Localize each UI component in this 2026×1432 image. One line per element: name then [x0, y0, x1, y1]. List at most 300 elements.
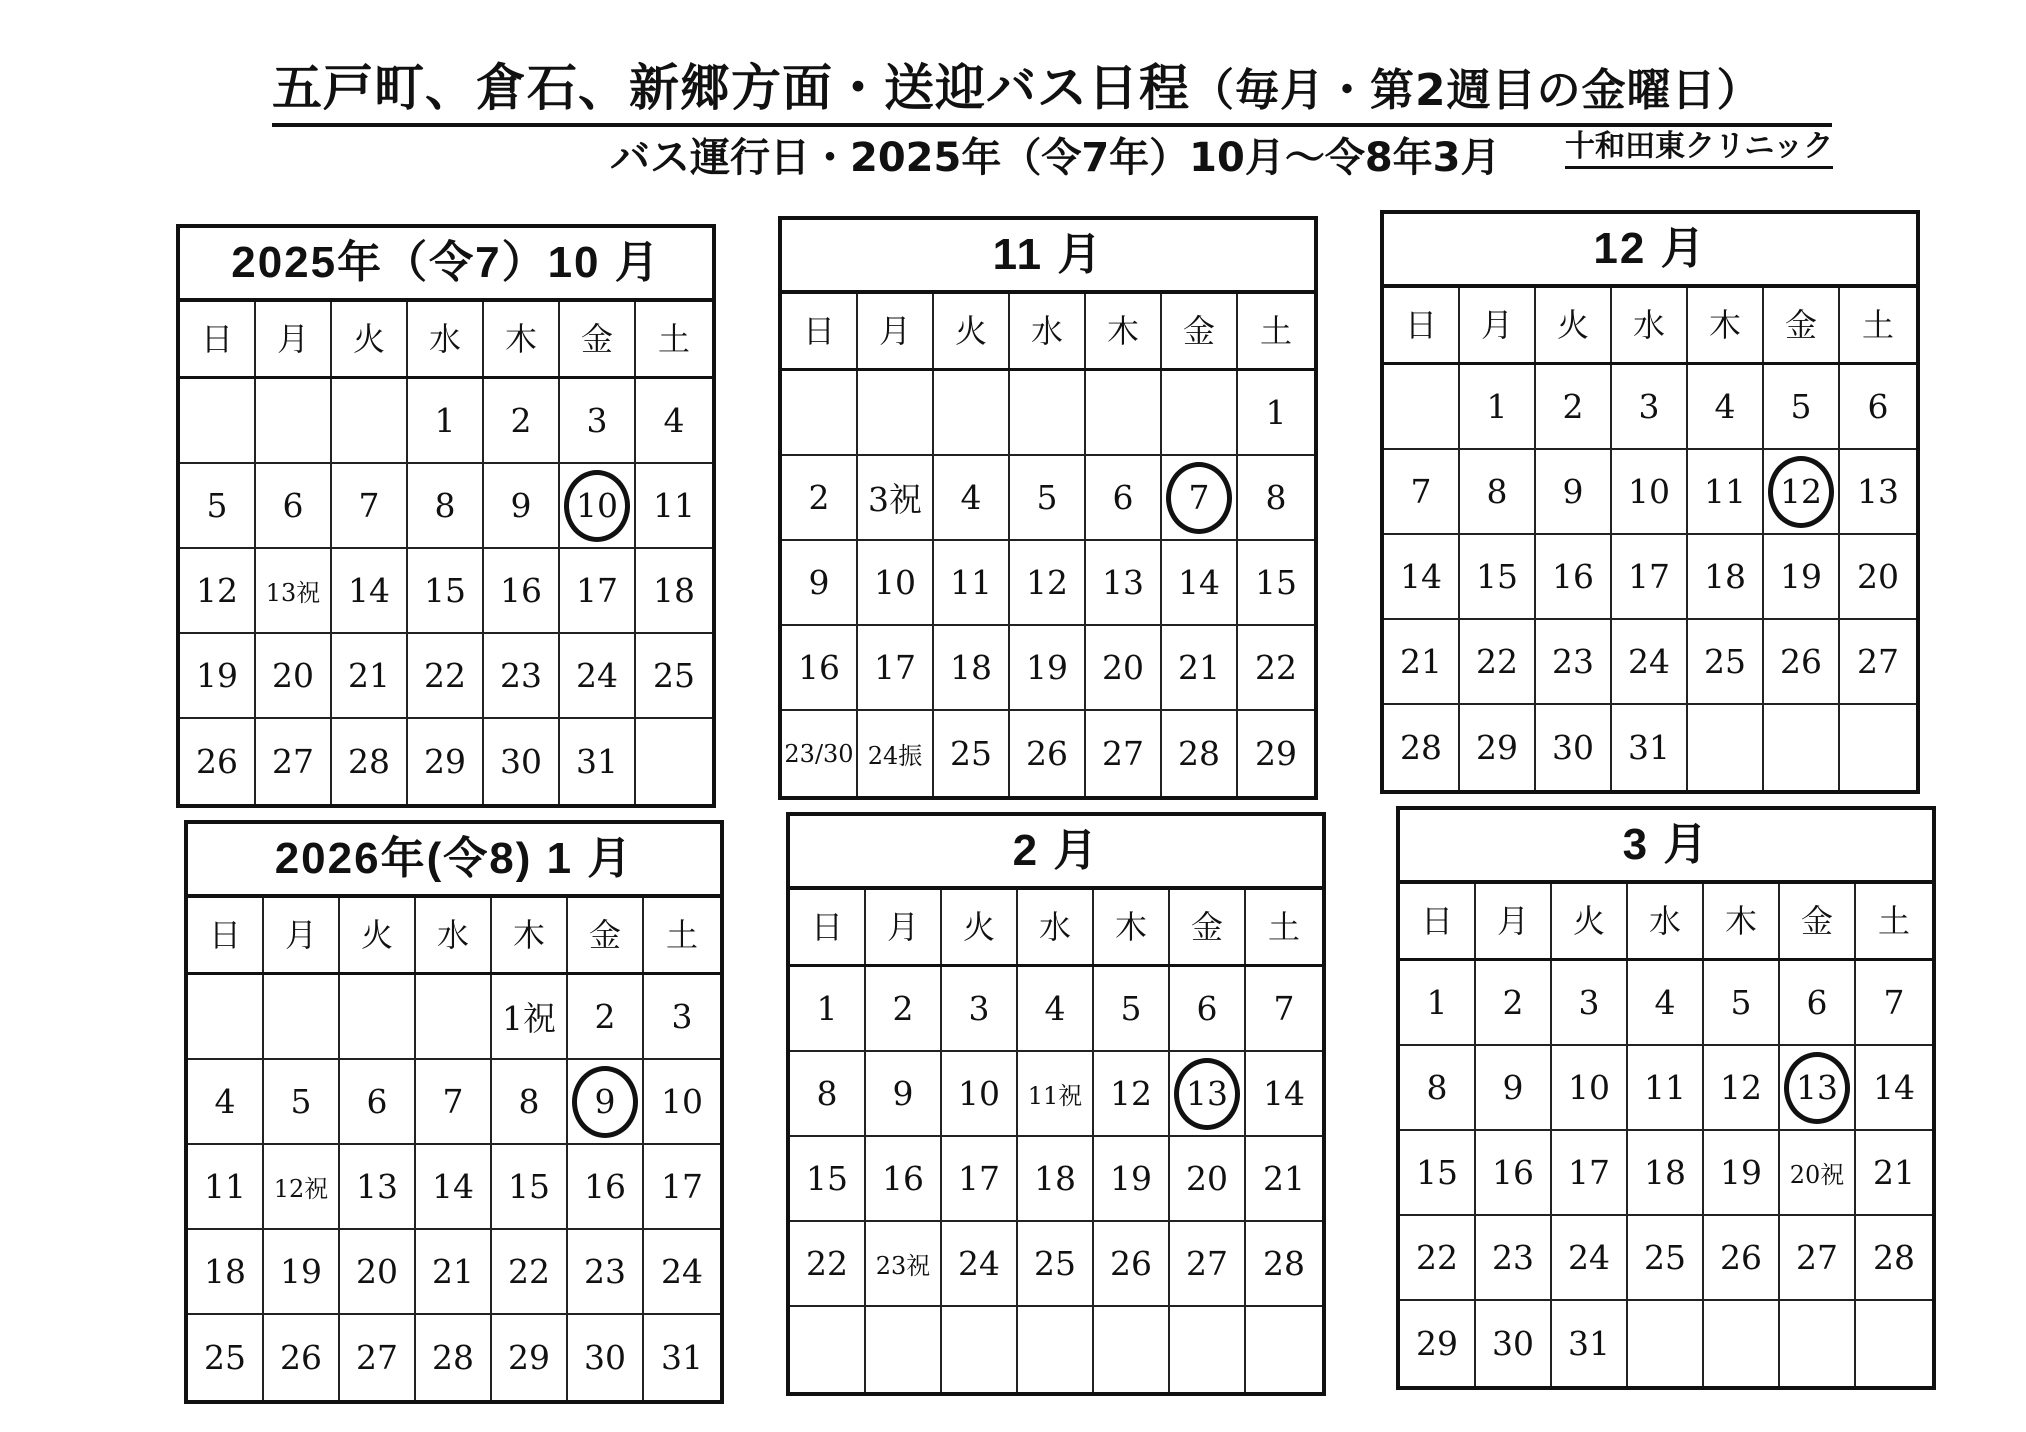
date-cell: [1086, 456, 1162, 541]
date-cell: [790, 967, 866, 1052]
date-number: 21: [1873, 1153, 1915, 1192]
bus-day-circle-icon: [564, 470, 630, 542]
date-number: 14: [432, 1167, 474, 1206]
date-number: 9: [510, 486, 532, 525]
date-cell: [942, 1222, 1018, 1307]
date-number: 31: [1628, 728, 1670, 767]
weekday-header-row: [180, 302, 712, 379]
date-number: 9: [892, 1074, 914, 1113]
date-cell: [866, 1307, 942, 1392]
month-title: 2026年(令8) 1 月: [188, 824, 720, 898]
date-number: 21: [348, 656, 390, 695]
date-cell: [1704, 1216, 1780, 1301]
date-number: 30: [500, 742, 542, 781]
date-number: 26: [196, 742, 238, 781]
date-number: 20祝: [1789, 1161, 1845, 1189]
date-cell: [1780, 961, 1856, 1046]
date-number: 3: [1638, 387, 1660, 426]
date-number: 10: [1628, 472, 1670, 511]
date-cell: [1238, 371, 1314, 456]
date-cell: [1162, 626, 1238, 711]
date-cell: [332, 464, 408, 549]
date-number: 8: [816, 1074, 838, 1113]
date-number: 6: [1867, 387, 1889, 426]
date-cell: [332, 549, 408, 634]
date-cell: [1018, 1137, 1094, 1222]
date-cell: [1170, 1137, 1246, 1222]
date-cell: [1010, 711, 1086, 796]
date-cell: [934, 371, 1010, 456]
date-number: 27: [1796, 1238, 1838, 1277]
weekday-label: 土: [1861, 306, 1894, 344]
date-cell: [934, 456, 1010, 541]
date-cell: [408, 549, 484, 634]
weekday-label: 火: [934, 294, 1010, 368]
month-title: 2 月: [790, 816, 1322, 890]
date-number: 15: [1255, 563, 1297, 602]
date-cell: [1856, 1301, 1932, 1386]
date-cell: [866, 1137, 942, 1222]
date-cell: [1460, 620, 1536, 705]
date-cell: [790, 1222, 866, 1307]
date-cell: [1010, 456, 1086, 541]
date-cell: [942, 1052, 1018, 1137]
date-number: 14: [1263, 1074, 1305, 1113]
calendar-month: [1380, 210, 1920, 794]
date-number: 19: [196, 656, 238, 695]
date-cell: [1856, 1131, 1932, 1216]
date-number: 25: [1704, 642, 1746, 681]
date-number: 2: [808, 478, 830, 517]
date-cell: [1536, 705, 1612, 790]
date-number: 30: [584, 1338, 626, 1377]
date-cell: [1384, 705, 1460, 790]
calendar-month: [778, 216, 1318, 800]
date-cell: [866, 1052, 942, 1137]
date-number: 14: [1400, 557, 1442, 596]
date-number: 2: [1502, 983, 1524, 1022]
date-cell: [1170, 1307, 1246, 1392]
date-cell: [636, 464, 712, 549]
date-cell: [1536, 535, 1612, 620]
weekday-label: 金: [1162, 294, 1238, 368]
date-cell: [644, 1315, 720, 1400]
date-cell: [188, 1315, 264, 1400]
weekday-label: 水: [408, 302, 484, 376]
date-number: 27: [1186, 1244, 1228, 1283]
date-number: 14: [1178, 563, 1220, 602]
date-cell: [1460, 365, 1536, 450]
date-cell: [484, 719, 560, 804]
date-number: 20: [1186, 1159, 1228, 1198]
date-cell: [484, 464, 560, 549]
date-cell: [180, 634, 256, 719]
date-cell: [1384, 450, 1460, 535]
date-cell: [1628, 1301, 1704, 1386]
date-cell: [180, 379, 256, 464]
date-number: 9: [594, 1082, 616, 1121]
date-number: 19: [1780, 557, 1822, 596]
date-cell: [782, 711, 858, 796]
date-number: 9: [1502, 1068, 1524, 1107]
date-cell: [408, 719, 484, 804]
bus-day-cell: [1780, 1046, 1856, 1131]
date-number: 4: [960, 478, 982, 517]
date-cell: [188, 1230, 264, 1315]
date-cell: [1612, 535, 1688, 620]
weekday-label: 土: [1259, 312, 1292, 350]
date-cell: [1840, 450, 1916, 535]
date-number: 30: [1552, 728, 1594, 767]
date-cell: [1238, 541, 1314, 626]
date-cell: [332, 379, 408, 464]
date-number: 12: [196, 571, 238, 610]
date-cell: [1094, 1222, 1170, 1307]
date-number: 6: [1112, 478, 1134, 517]
date-number: 21: [1263, 1159, 1305, 1198]
date-cell: [1628, 1216, 1704, 1301]
date-cell: [1704, 1301, 1780, 1386]
date-cell: [180, 719, 256, 804]
date-number: 13: [1796, 1068, 1838, 1107]
date-cell: [1840, 535, 1916, 620]
date-cell: [858, 711, 934, 796]
date-number: 18: [1034, 1159, 1076, 1198]
weekday-header-row: [1384, 288, 1916, 365]
date-cell: [1476, 961, 1552, 1046]
date-cell: [636, 379, 712, 464]
date-cell: [484, 379, 560, 464]
month-title: 3 月: [1400, 810, 1932, 884]
bus-day-circle-icon: [1166, 462, 1232, 534]
page-title-main: 五戸町、倉石、新郷方面・送迎バス日程: [272, 59, 1190, 117]
date-cell: [332, 634, 408, 719]
date-number: 21: [1178, 648, 1220, 687]
calendar-month: [176, 224, 716, 808]
date-number: 24: [958, 1244, 1000, 1283]
date-number: 6: [282, 486, 304, 525]
date-number: 15: [424, 571, 466, 610]
date-cell: [858, 541, 934, 626]
date-cell: [1162, 711, 1238, 796]
date-number: 12祝: [273, 1175, 329, 1203]
date-cell: [1094, 1137, 1170, 1222]
date-number: 18: [950, 648, 992, 687]
date-cell: [416, 1060, 492, 1145]
date-number: 13: [1186, 1074, 1228, 1113]
date-number: 10: [874, 563, 916, 602]
date-number: 8: [518, 1082, 540, 1121]
date-cell: [1170, 967, 1246, 1052]
date-number: 23祝: [875, 1252, 931, 1280]
date-cell: [256, 464, 332, 549]
date-cell: [188, 1060, 264, 1145]
date-number: 17: [874, 648, 916, 687]
date-cell: [1018, 1307, 1094, 1392]
date-number: 10: [958, 1074, 1000, 1113]
date-number: 24: [576, 656, 618, 695]
date-cell: [264, 1060, 340, 1145]
date-cell: [1536, 620, 1612, 705]
date-number: 10: [1568, 1068, 1610, 1107]
date-cell: [568, 975, 644, 1060]
date-number: 31: [661, 1338, 703, 1377]
date-number: 20: [272, 656, 314, 695]
date-number: 29: [1476, 728, 1518, 767]
date-grid: [188, 975, 720, 1400]
date-number: 17: [1628, 557, 1670, 596]
date-number: 14: [348, 571, 390, 610]
weekday-label: 金: [568, 898, 644, 972]
date-number: 4: [1714, 387, 1736, 426]
date-number: 24: [1628, 642, 1670, 681]
weekday-label: 火: [942, 890, 1018, 964]
date-number: 28: [348, 742, 390, 781]
weekday-label: 火: [1536, 288, 1612, 362]
date-cell: [782, 456, 858, 541]
date-cell: [1086, 711, 1162, 796]
date-cell: [1460, 535, 1536, 620]
bus-day-cell: [1170, 1052, 1246, 1137]
date-number: 25: [204, 1338, 246, 1377]
date-cell: [1764, 705, 1840, 790]
date-cell: [1086, 371, 1162, 456]
date-number: 19: [1026, 648, 1068, 687]
weekday-label: 水: [1612, 288, 1688, 362]
date-number: 27: [1102, 734, 1144, 773]
date-number: 29: [508, 1338, 550, 1377]
date-number: 2: [1562, 387, 1584, 426]
date-number: 22: [806, 1244, 848, 1283]
bus-day-circle-icon: [572, 1066, 638, 1138]
date-cell: [866, 1222, 942, 1307]
date-number: 29: [424, 742, 466, 781]
date-number: 15: [806, 1159, 848, 1198]
date-cell: [492, 1060, 568, 1145]
date-number: 21: [432, 1252, 474, 1291]
date-number: 12: [1780, 472, 1822, 511]
bus-day-cell: [568, 1060, 644, 1145]
date-number: 6: [366, 1082, 388, 1121]
date-cell: [1780, 1301, 1856, 1386]
date-number: 1: [1265, 393, 1287, 432]
month-title: 2025年（令7）10 月: [180, 228, 712, 302]
date-cell: [1628, 1131, 1704, 1216]
date-cell: [256, 549, 332, 634]
date-cell: [416, 975, 492, 1060]
date-cell: [1612, 705, 1688, 790]
weekday-label: 木: [1704, 884, 1780, 958]
bus-day-circle-icon: [1174, 1058, 1240, 1130]
date-cell: [1688, 365, 1764, 450]
date-cell: [1246, 1137, 1322, 1222]
date-cell: [942, 967, 1018, 1052]
date-number: 30: [1492, 1324, 1534, 1363]
date-cell: [644, 1060, 720, 1145]
date-cell: [1612, 365, 1688, 450]
date-cell: [416, 1315, 492, 1400]
date-cell: [416, 1230, 492, 1315]
date-cell: [1704, 1131, 1780, 1216]
date-number: 13: [356, 1167, 398, 1206]
date-cell: [180, 549, 256, 634]
date-number: 3: [1578, 983, 1600, 1022]
date-number: 5: [1120, 989, 1142, 1028]
date-cell: [1246, 967, 1322, 1052]
date-number: 16: [798, 648, 840, 687]
date-number: 2: [510, 401, 532, 440]
date-number: 11祝: [1027, 1082, 1083, 1110]
date-cell: [264, 1230, 340, 1315]
date-cell: [1384, 365, 1460, 450]
date-cell: [568, 1230, 644, 1315]
date-number: 16: [1552, 557, 1594, 596]
date-cell: [782, 626, 858, 711]
date-cell: [256, 719, 332, 804]
date-number: 14: [1873, 1068, 1915, 1107]
date-number: 28: [432, 1338, 474, 1377]
weekday-header-row: [782, 294, 1314, 371]
date-number: 16: [500, 571, 542, 610]
bus-day-cell: [560, 464, 636, 549]
date-cell: [1840, 365, 1916, 450]
date-cell: [1612, 620, 1688, 705]
weekday-label: 金: [1170, 890, 1246, 964]
weekday-label: 木: [492, 898, 568, 972]
date-number: 23/30: [784, 739, 854, 768]
date-cell: [644, 1145, 720, 1230]
weekday-label: 木: [1688, 288, 1764, 362]
calendar-month: [184, 820, 724, 1404]
date-number: 13: [1857, 472, 1899, 511]
weekday-label: 水: [1010, 294, 1086, 368]
weekday-label: 月: [866, 890, 942, 964]
date-number: 18: [653, 571, 695, 610]
date-grid: [180, 379, 712, 804]
date-number: 15: [508, 1167, 550, 1206]
date-cell: [1764, 535, 1840, 620]
weekday-label: 水: [1628, 884, 1704, 958]
weekday-label: 月: [264, 898, 340, 972]
date-cell: [1536, 365, 1612, 450]
date-number: 13: [1102, 563, 1144, 602]
date-number: 4: [663, 401, 685, 440]
bus-day-cell: [1764, 450, 1840, 535]
date-number: 31: [576, 742, 618, 781]
date-number: 12: [1026, 563, 1068, 602]
date-cell: [560, 634, 636, 719]
date-number: 27: [272, 742, 314, 781]
date-cell: [188, 975, 264, 1060]
date-cell: [1552, 1046, 1628, 1131]
date-cell: [636, 634, 712, 719]
weekday-label: 火: [340, 898, 416, 972]
date-cell: [560, 719, 636, 804]
date-cell: [1086, 626, 1162, 711]
page-title-sub: （毎月・第2週目の金曜日）: [1190, 65, 1762, 116]
date-number: 15: [1416, 1153, 1458, 1192]
date-cell: [1628, 961, 1704, 1046]
date-number: 16: [584, 1167, 626, 1206]
date-number: 19: [1720, 1153, 1762, 1192]
weekday-label: 日: [188, 898, 264, 972]
date-number: 7: [1883, 983, 1905, 1022]
date-cell: [942, 1137, 1018, 1222]
date-number: 5: [1730, 983, 1752, 1022]
date-cell: [1856, 961, 1932, 1046]
date-number: 1: [1486, 387, 1508, 426]
date-cell: [636, 549, 712, 634]
weekday-label: 火: [1552, 884, 1628, 958]
date-number: 13祝: [265, 579, 321, 607]
date-cell: [1018, 1222, 1094, 1307]
date-cell: [1536, 450, 1612, 535]
service-period: バス運行日・2025年（令7年）10月～令8年3月: [610, 135, 1501, 181]
date-cell: [560, 549, 636, 634]
weekday-header-row: [188, 898, 720, 975]
month-title: 12 月: [1384, 214, 1916, 288]
date-cell: [340, 1230, 416, 1315]
date-cell: [1170, 1222, 1246, 1307]
date-cell: [1476, 1216, 1552, 1301]
weekday-label: 木: [1086, 294, 1162, 368]
date-cell: [180, 464, 256, 549]
date-cell: [484, 634, 560, 719]
date-cell: [790, 1052, 866, 1137]
date-number: 24: [661, 1252, 703, 1291]
date-number: 18: [1644, 1153, 1686, 1192]
weekday-label: 月: [1476, 884, 1552, 958]
date-number: 16: [1492, 1153, 1534, 1192]
date-cell: [1840, 705, 1916, 790]
date-cell: [1400, 1046, 1476, 1131]
weekday-header-row: [790, 890, 1322, 967]
date-number: 17: [661, 1167, 703, 1206]
date-grid: [1384, 365, 1916, 790]
date-number: 18: [204, 1252, 246, 1291]
date-cell: [1704, 1046, 1780, 1131]
date-number: 1祝: [502, 999, 556, 1038]
date-cell: [1552, 961, 1628, 1046]
date-cell: [934, 541, 1010, 626]
date-number: 1: [816, 989, 838, 1028]
date-number: 4: [1044, 989, 1066, 1028]
date-cell: [1840, 620, 1916, 705]
calendar-month: [1396, 806, 1936, 1390]
date-number: 4: [1654, 983, 1676, 1022]
date-cell: [1552, 1216, 1628, 1301]
weekday-label: 金: [1764, 288, 1840, 362]
date-cell: [188, 1145, 264, 1230]
date-number: 8: [1486, 472, 1508, 511]
date-number: 20: [356, 1252, 398, 1291]
date-number: 7: [1273, 989, 1295, 1028]
date-cell: [256, 634, 332, 719]
date-cell: [492, 1230, 568, 1315]
date-grid: [782, 371, 1314, 796]
bus-day-cell: [1162, 456, 1238, 541]
date-number: 27: [356, 1338, 398, 1377]
date-cell: [1704, 961, 1780, 1046]
date-number: 26: [1780, 642, 1822, 681]
date-cell: [782, 541, 858, 626]
date-cell: [1094, 967, 1170, 1052]
date-cell: [332, 719, 408, 804]
weekday-label: 日: [1400, 884, 1476, 958]
date-cell: [1552, 1301, 1628, 1386]
date-cell: [264, 975, 340, 1060]
date-cell: [1246, 1222, 1322, 1307]
